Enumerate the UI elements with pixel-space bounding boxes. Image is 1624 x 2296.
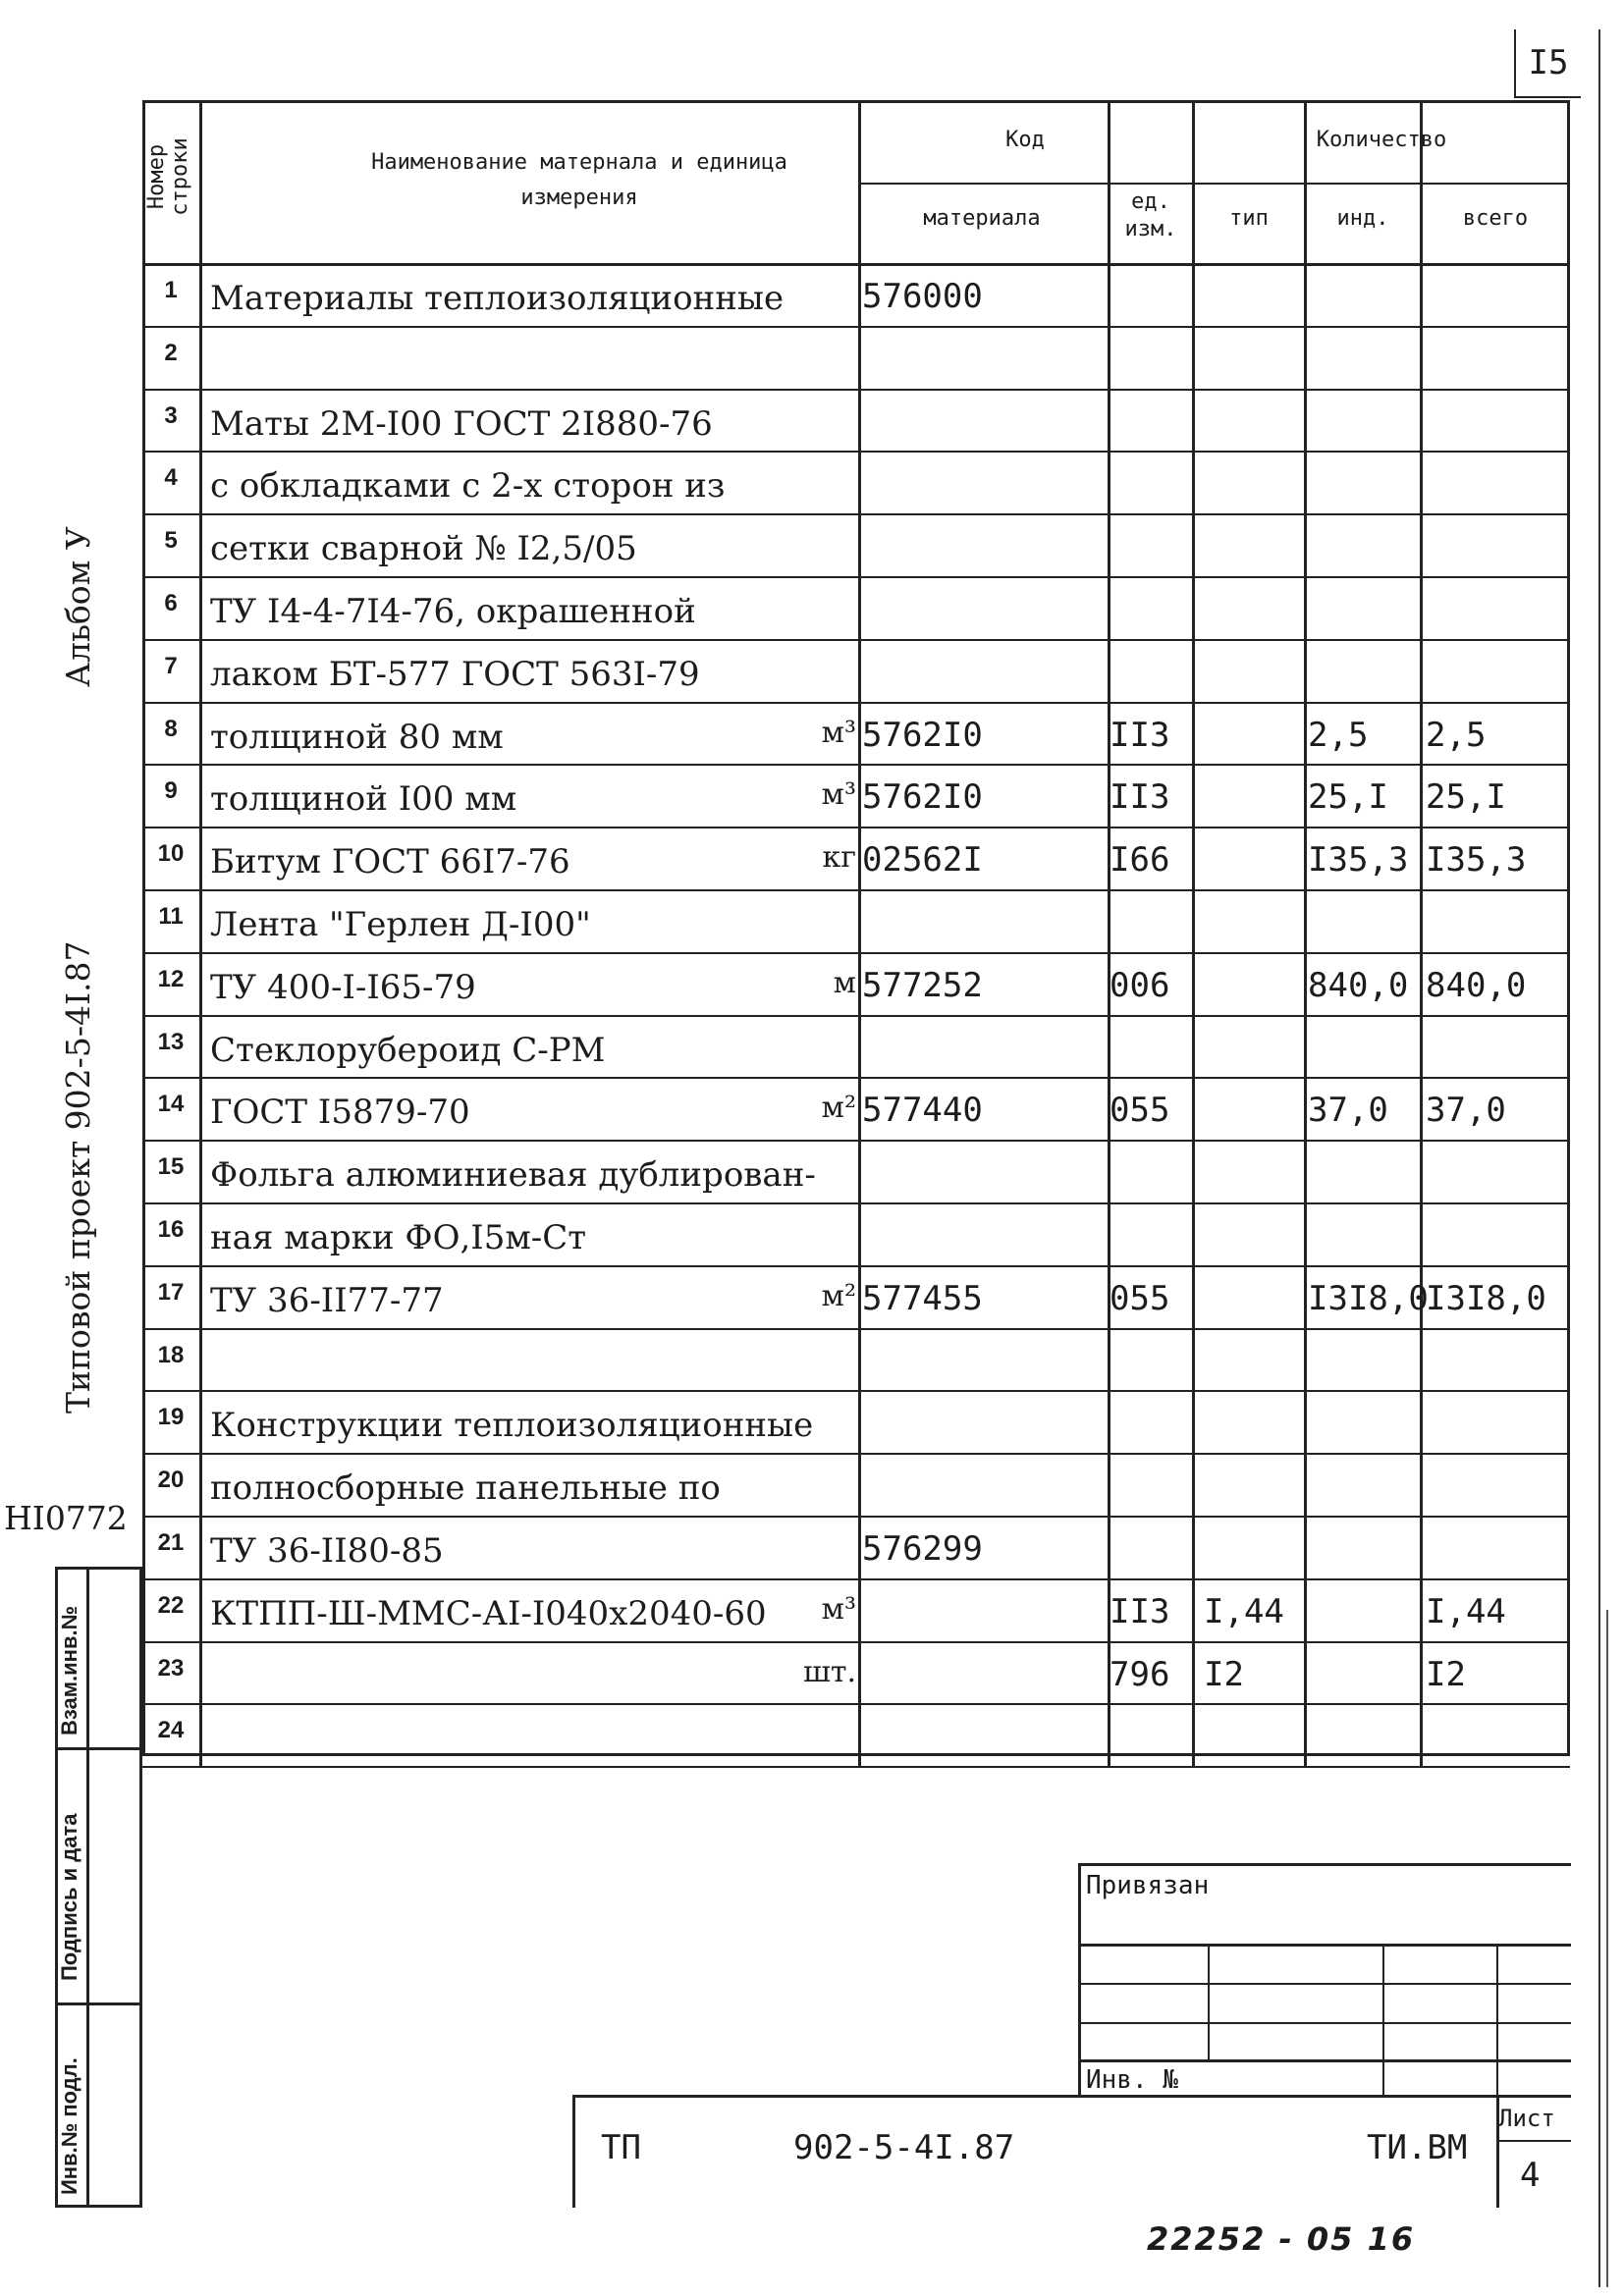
row-number: 11 — [158, 903, 184, 930]
material-name: ная марки ФО,I5м-Ст — [210, 1218, 587, 1257]
quantity-total: 840,0 — [1426, 965, 1527, 1005]
unit-of-measure: м² — [821, 1091, 856, 1126]
material-code: 5762I0 — [862, 715, 983, 755]
quantity-ind: I3I8,0 — [1308, 1278, 1429, 1318]
project-code: 902-5-4I.87 — [793, 2128, 1015, 2167]
row-number: 9 — [164, 777, 178, 805]
material-name: ТУ 36-II77-77 — [210, 1280, 444, 1320]
material-name: КТПП-Ш-ММС-АI-I040х2040-60 — [210, 1593, 767, 1633]
row-number: 20 — [157, 1467, 185, 1494]
stamp-vline — [1496, 1944, 1498, 2095]
left-stamp-divider — [86, 1567, 89, 2208]
row-number: 22 — [157, 1591, 185, 1619]
grid-line — [142, 389, 1570, 391]
material-code: 5762I0 — [862, 777, 983, 818]
grid-line — [142, 1015, 1570, 1017]
unit-subheader: ед. изм. — [1124, 189, 1177, 241]
unit-of-measure: кг — [822, 840, 856, 876]
grid-line — [142, 1077, 1570, 1079]
stamp-vline — [1382, 1944, 1384, 2095]
unit-code: 796 — [1110, 1654, 1170, 1694]
inv-podl-label: Инв.№ подл. — [57, 2057, 81, 2195]
material-code: 02562I — [862, 840, 983, 881]
material-name: Стеклорубероид С-РМ — [210, 1030, 606, 1070]
unit-code: I66 — [1110, 840, 1170, 881]
grid-line — [142, 1390, 1570, 1392]
material-name: Лента "Герлен Д-I00" — [210, 905, 591, 944]
row-number: 6 — [164, 590, 178, 616]
tp-label: ТП — [601, 2128, 641, 2167]
row-number: 4 — [164, 464, 178, 492]
right-border-line — [1598, 29, 1600, 2287]
inv-no-label: Инв. № — [1086, 2065, 1178, 2095]
project-label: Типовой проект 902-5-4I.87 — [59, 940, 97, 1414]
quantity-ind: 25,I — [1308, 777, 1388, 818]
vzam-inv-label: Взам.инв.№ — [57, 1605, 81, 1735]
row-number: 7 — [164, 652, 178, 679]
unit-of-measure: м³ — [821, 715, 856, 750]
code-header: Код — [1005, 128, 1045, 152]
quantity-total: 37,0 — [1426, 1091, 1506, 1131]
unit-of-measure: м — [833, 965, 856, 1000]
material-subheader: материала — [923, 206, 1041, 231]
grid-line — [142, 326, 1570, 328]
vsego-subheader: всего — [1462, 206, 1529, 231]
list-number: 4 — [1520, 2156, 1541, 2195]
quantity-ind: 840,0 — [1308, 965, 1409, 1005]
name-header: Наименование матернала и единица измерения — [371, 150, 787, 210]
material-name: лаком БТ-577 ГОСТ 563I-79 — [210, 654, 700, 694]
grid-line — [142, 702, 1570, 704]
material-code: 576000 — [862, 277, 983, 316]
material-name: ТУ 36-II80-85 — [210, 1531, 444, 1571]
right-margin-line — [1606, 1610, 1608, 2287]
quantity-total: I35,3 — [1426, 840, 1527, 881]
stamp-vline — [1208, 1944, 1210, 2059]
grid-line — [142, 451, 1570, 453]
unit-of-measure: м² — [821, 1278, 856, 1313]
podpis-data-label: Подпись и дата — [57, 1813, 81, 1981]
material-name: Конструкции теплоизоляционные — [210, 1406, 814, 1446]
unit-code: II3 — [1110, 1591, 1170, 1631]
material-name: полносборные панельные по — [210, 1468, 721, 1509]
row-number: 2 — [164, 339, 178, 366]
row-number: 15 — [157, 1153, 185, 1181]
row-number: 12 — [157, 965, 185, 992]
quantity-total: I2 — [1426, 1654, 1466, 1694]
material-name: ТУ 400-I-I65-79 — [210, 967, 476, 1007]
album-label: Альбом У — [59, 526, 97, 687]
left-stamp-divider — [55, 1747, 142, 1750]
doc-code: ТИ.ВМ — [1367, 2128, 1468, 2167]
material-code: 577252 — [862, 965, 983, 1005]
ind-subheader: инд. — [1336, 206, 1389, 231]
grid-line — [142, 1578, 1570, 1580]
grid-line — [142, 889, 1570, 891]
material-name: Битум ГОСТ 66I7-76 — [210, 842, 570, 882]
grid-line — [142, 263, 1570, 266]
material-name: толщиной I00 мм — [210, 779, 517, 820]
row-number: 10 — [157, 840, 185, 868]
unit-code: 006 — [1110, 965, 1170, 1005]
material-name: сетки сварной № I2,5/05 — [210, 529, 637, 569]
material-code: 577440 — [862, 1091, 983, 1131]
quantity-ind: I35,3 — [1308, 840, 1409, 881]
grid-line — [142, 1453, 1570, 1455]
row-number: 8 — [164, 715, 178, 742]
grid-line — [142, 576, 1570, 578]
quantity-total: 25,I — [1426, 777, 1506, 818]
quantity-tip: I,44 — [1204, 1591, 1284, 1631]
title-block-divider — [1496, 2140, 1571, 2142]
list-label: Лист — [1498, 2105, 1555, 2132]
archive-number: 22252 - 05 16 — [1147, 2220, 1416, 2258]
quantity-total: I3I8,0 — [1426, 1278, 1546, 1318]
quantity-tip: I2 — [1204, 1654, 1244, 1694]
grid-line — [142, 639, 1570, 641]
left-stamp-divider — [55, 2002, 142, 2005]
unit-code: II3 — [1110, 715, 1170, 755]
unit-code: II3 — [1110, 777, 1170, 818]
row-number: 17 — [157, 1278, 185, 1306]
row-number: 18 — [157, 1341, 185, 1368]
material-name: Маты 2М-I00 ГОСТ 2I880-76 — [210, 403, 713, 444]
unit-code: 055 — [1110, 1278, 1170, 1318]
grid-line — [142, 1328, 1570, 1330]
privyazan-label: Привязан — [1086, 1871, 1210, 1900]
material-code: 576299 — [862, 1529, 983, 1569]
row-number: 23 — [157, 1654, 185, 1682]
row-number: 1 — [164, 277, 178, 303]
quantity-total: I,44 — [1426, 1591, 1506, 1631]
row-number: 5 — [164, 527, 178, 555]
unit-of-measure: шт. — [802, 1654, 856, 1689]
material-name: ТУ I4-4-7I4-76, окрашенной — [210, 592, 696, 631]
row-number: 21 — [157, 1529, 185, 1556]
grid-line — [142, 827, 1570, 828]
grid-line — [142, 1140, 1570, 1142]
grid-line — [142, 1641, 1570, 1643]
row-number: 16 — [157, 1216, 185, 1243]
page-number: I5 — [1514, 29, 1581, 98]
grid-line — [858, 183, 1570, 185]
grid-line — [142, 1516, 1570, 1518]
inventory-number: HI0772 — [4, 1499, 128, 1537]
unit-of-measure: м³ — [821, 777, 856, 813]
grid-line — [142, 764, 1570, 766]
quantity-ind: 2,5 — [1308, 715, 1369, 755]
grid-line — [142, 1766, 1570, 1768]
row-number: 13 — [157, 1028, 185, 1055]
grid-line — [142, 952, 1570, 954]
grid-line — [142, 1202, 1570, 1204]
row-number: 3 — [164, 401, 178, 429]
unit-code: 055 — [1110, 1091, 1170, 1131]
grid-line — [142, 513, 1570, 515]
tip-subheader: тип — [1229, 206, 1269, 231]
material-name: Фольга алюминиевая дублирован- — [210, 1155, 816, 1196]
grid-line — [142, 1265, 1570, 1267]
material-name: Материалы теплоизоляционные — [210, 279, 785, 318]
row-number: 14 — [157, 1091, 185, 1118]
material-name: ГОСТ I5879-70 — [210, 1093, 470, 1133]
quantity-ind: 37,0 — [1308, 1091, 1388, 1131]
material-name: с обкладками с 2-х сторон из — [210, 466, 726, 507]
unit-of-measure: м³ — [821, 1591, 856, 1627]
quantity-total: 2,5 — [1426, 715, 1487, 755]
material-code: 577455 — [862, 1278, 983, 1318]
grid-line — [142, 1703, 1570, 1705]
material-name: толщиной 80 мм — [210, 717, 504, 757]
row-number-header: Номер строки — [144, 137, 192, 216]
quantity-header: Количество — [1316, 128, 1447, 152]
row-number: 19 — [157, 1404, 185, 1431]
row-number: 24 — [157, 1717, 185, 1744]
